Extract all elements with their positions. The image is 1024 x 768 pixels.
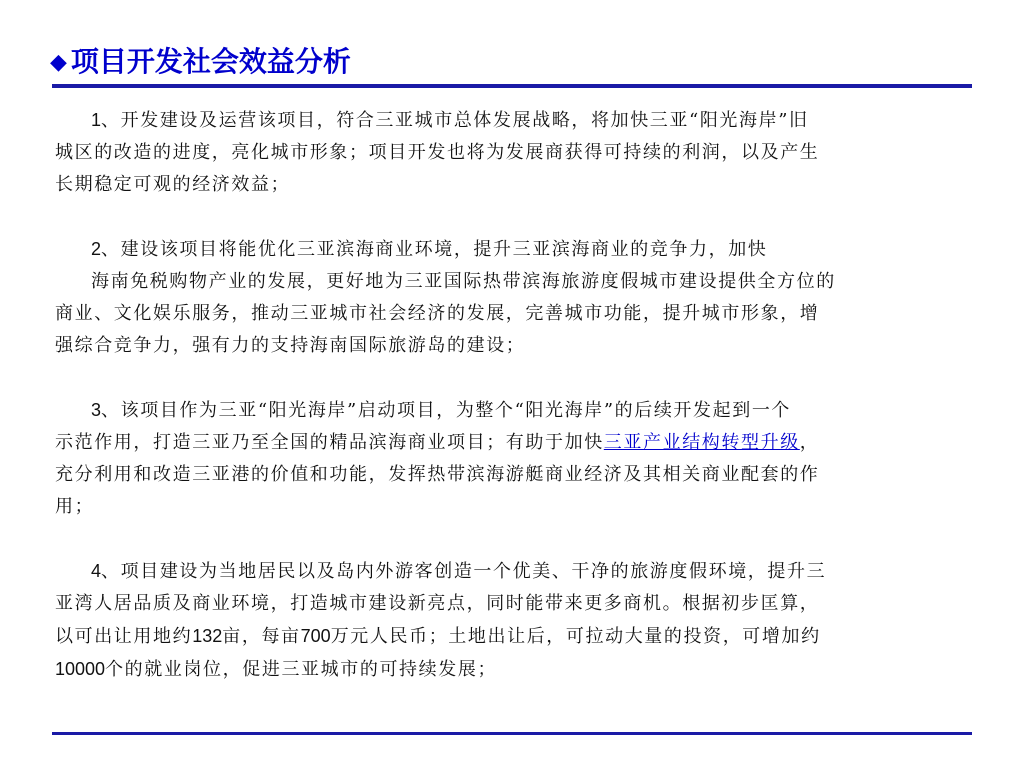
paragraph-number: 2 (91, 239, 102, 259)
paragraph-text: ， (799, 432, 820, 453)
price-per-mu-value: 700 (300, 626, 331, 646)
paragraph-line: 商业、文化娱乐服务，推动三亚城市社会经济的发展，完善城市功能，提升城市形象，增 (55, 303, 820, 324)
paragraph-text: 、项目建设为当地居民以及岛内外游客创造一个优美、干净的旅游度假环境，提升三 (101, 561, 827, 582)
page-title (50, 40, 351, 84)
paragraph-number: 1 (91, 110, 102, 130)
jobs-count-value: 10000 (55, 659, 106, 679)
paragraph-text: 亩，每亩 (222, 626, 301, 647)
industry-upgrade-link[interactable]: 三亚产业结构转型升级 (603, 432, 800, 453)
paragraph-line (55, 266, 960, 298)
paragraph-2 (55, 233, 960, 362)
paragraph-line (55, 104, 960, 137)
paragraph-text: 、该项目作为三亚“阳光海岸”启动项目，为整个“阳光海岸”的后续开发起到一个 (101, 400, 792, 421)
paragraph-line (55, 620, 960, 653)
paragraph-text: 示范作用，打造三亚乃至全国的精品滨海商业项目；有助于加快 (55, 432, 604, 453)
paragraph-4 (55, 555, 960, 686)
land-area-value: 132 (192, 626, 223, 646)
paragraph-text: 万元人民币；土地出让后，可拉动大量的投资，可增加约 (330, 626, 821, 647)
paragraph-text: 以可出让用地约 (55, 626, 193, 647)
paragraph-line: 长期稳定可观的经济效益； (55, 174, 291, 195)
paragraph-line: 用； (55, 496, 95, 517)
paragraph-line (55, 394, 960, 427)
paragraph-text: 个的就业岗位，促进三亚城市的可持续发展； (105, 659, 498, 680)
paragraph-line (55, 555, 960, 588)
paragraph-text: 、建设该项目将能优化三亚滨海商业环境，提升三亚滨海商业的竞争力，加快 (101, 239, 768, 260)
paragraph-line (55, 653, 960, 686)
paragraph-1 (55, 104, 960, 201)
paragraph-number: 3 (91, 400, 102, 420)
paragraph-3 (55, 394, 960, 523)
diamond-bullet-icon: ◆ (50, 50, 67, 75)
top-divider (52, 84, 972, 88)
paragraph-line: 充分利用和改造三亚港的价值和功能，发挥热带滨海游艇商业经济及其相关商业配套的作 (55, 464, 820, 485)
page-title-text: 项目开发社会效益分析 (70, 45, 351, 78)
paragraph-line (55, 233, 960, 266)
paragraph-number: 4 (91, 561, 102, 581)
paragraph-text: 海南免税购物产业的发展，更好地为三亚国际热带滨海旅游度假城市建设提供全方位的 (91, 271, 836, 292)
paragraph-line: 城区的改造的进度，亮化城市形象；项目开发也将为发展商获得可持续的利润，以及产生 (55, 142, 820, 163)
paragraph-line: 亚湾人居品质及商业环境，打造城市建设新亮点，同时能带来更多商机。根据初步匡算， (55, 593, 820, 614)
bottom-divider (52, 732, 972, 735)
body-content (55, 104, 960, 686)
paragraph-text: 、开发建设及运营该项目，符合三亚城市总体发展战略，将加快三亚“阳光海岸”旧 (101, 110, 809, 131)
paragraph-line: 强综合竞争力，强有力的支持海南国际旅游岛的建设； (55, 335, 526, 356)
paragraph-line (55, 427, 960, 459)
